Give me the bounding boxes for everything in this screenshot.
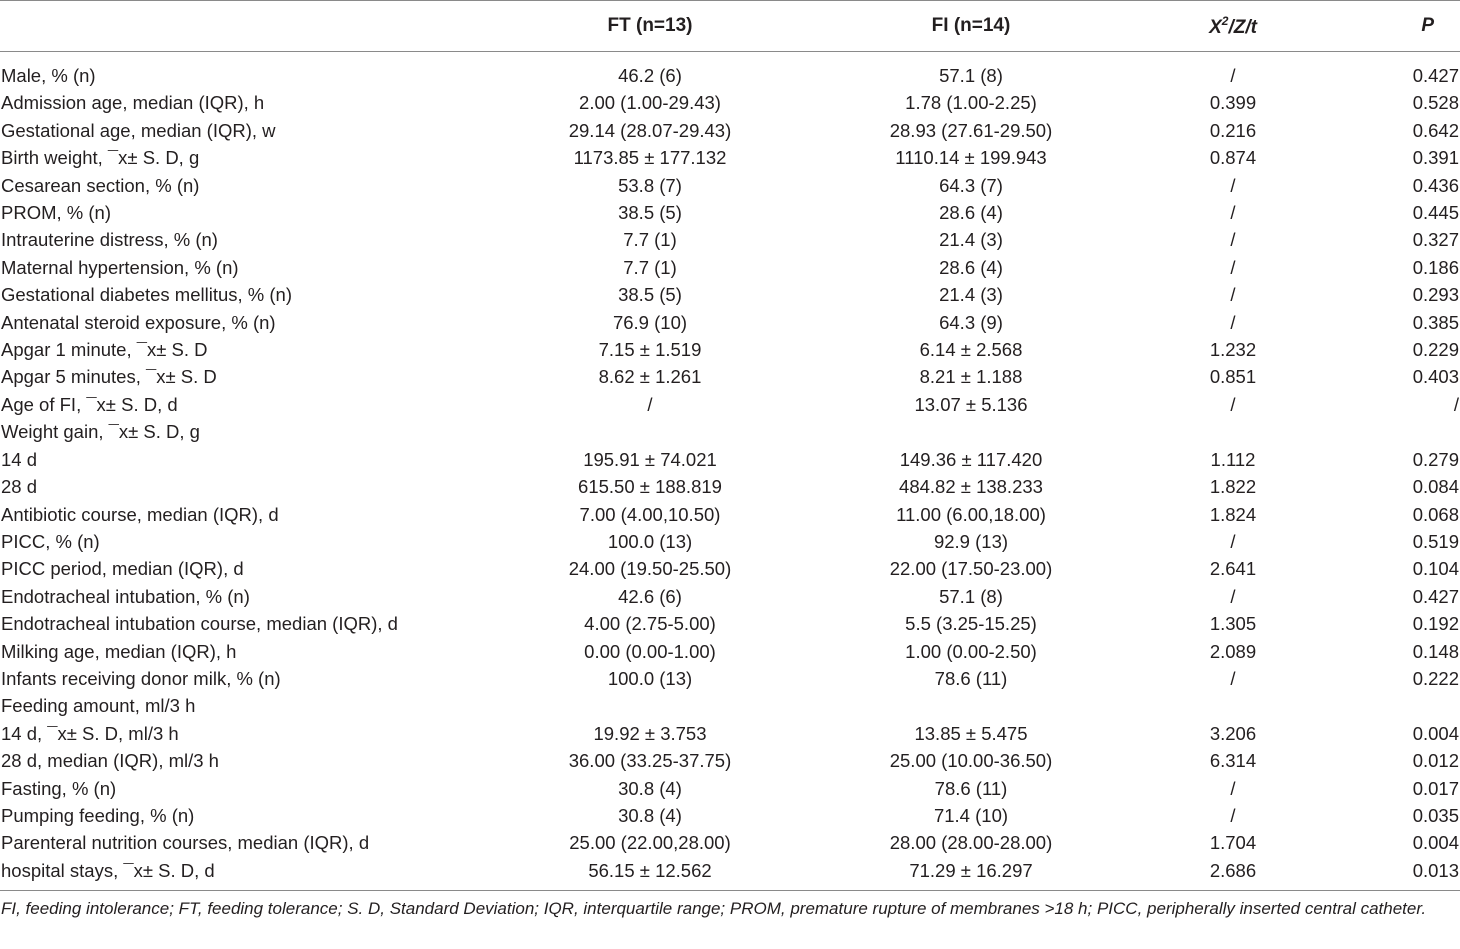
cell-label: PICC, % (n) [1, 530, 100, 552]
cell-ft: 30.8 (4) [618, 777, 682, 799]
header-ft: FT (n=13) [450, 1, 850, 52]
cell-ft: 76.9 (10) [612, 311, 688, 333]
cell-fi: 6.14 ± 2.568 [919, 339, 1023, 361]
cell-p-value: 0.068 [1412, 503, 1459, 525]
cell-ft: 53.8 (7) [618, 174, 682, 196]
cell-p-value: / [1453, 393, 1459, 415]
cell-ft: 7.15 ± 1.519 [598, 339, 702, 361]
cell-label: 28 d, median (IQR), ml/3 h [1, 750, 219, 772]
cell-statistic: 1.112 [1210, 448, 1256, 470]
header-statistic-sup: 2 [1221, 13, 1229, 28]
cell-statistic: 0.874 [1209, 147, 1257, 169]
cell-label: Fasting, % (n) [1, 777, 117, 799]
cell-fi: 149.36 ± 117.420 [899, 448, 1043, 470]
table-row [0, 336, 1460, 363]
header-label [0, 1, 450, 52]
cell-statistic: / [1230, 311, 1236, 333]
header-statistic [1092, 1, 1374, 52]
cell-ft: 7.00 (4.00,10.50) [579, 503, 721, 525]
cell-label: 28 d [1, 476, 38, 498]
cell-fi: 28.6 (4) [939, 256, 1003, 278]
cell-ft: 19.92 ± 3.753 [593, 722, 707, 744]
cell-fi: 1110.14 ± 199.943 [895, 147, 1047, 169]
cell-ft: 0.00 (0.00-1.00) [584, 640, 716, 662]
cell-fi: 57.1 (8) [939, 65, 1003, 86]
cell-p-value [1374, 692, 1460, 719]
cell-statistic: 0.216 [1209, 119, 1257, 141]
cell-label: Infants receiving donor milk, % (n) [1, 667, 281, 689]
cell-statistic: / [1230, 393, 1236, 415]
cell-statistic: / [1230, 256, 1236, 278]
cell-fi: 78.6 (11) [934, 667, 1008, 689]
cell-statistic: / [1230, 229, 1236, 251]
cell-p-value: 0.427 [1412, 585, 1459, 607]
cell-ft: 615.50 ± 188.819 [578, 476, 722, 498]
cell-statistic: 1.704 [1209, 832, 1257, 854]
cell-ft: 100.0 (13) [607, 530, 693, 552]
table-row [0, 829, 1460, 856]
header-row [0, 1, 1460, 52]
cell-fi: 71.4 (10) [933, 804, 1009, 826]
cell-fi: 78.6 (11) [934, 777, 1008, 799]
table-row [0, 254, 1460, 281]
cell-statistic: 1.824 [1209, 503, 1257, 525]
table-row [0, 692, 1460, 719]
cell-label: Intrauterine distress, % (n) [1, 229, 218, 251]
cell-p-value: 0.035 [1412, 804, 1459, 826]
cell-p-value: 0.017 [1412, 777, 1459, 799]
cell-fi: 92.9 (13) [933, 530, 1009, 552]
header-p-value: P [1374, 1, 1460, 52]
cell-label: Endotracheal intubation course, median (IQR), d [1, 613, 398, 635]
cell-p-value: 0.519 [1412, 530, 1459, 552]
cell-ft: 7.7 (1) [623, 229, 677, 251]
cell-fi: 64.3 (9) [939, 311, 1003, 333]
table-row [0, 747, 1460, 774]
cell-p-value: 0.004 [1412, 832, 1459, 854]
cell-statistic: / [1230, 585, 1236, 607]
table-row [0, 775, 1460, 802]
cell-ft [450, 418, 850, 445]
table-row [0, 720, 1460, 747]
cell-ft: 4.00 (2.75-5.00) [584, 613, 716, 635]
cell-fi: 64.3 (7) [939, 174, 1003, 196]
cell-fi: 11.00 (6.00,18.00) [896, 503, 1046, 525]
cell-ft: 29.14 (28.07-29.43) [568, 119, 732, 141]
cell-fi [850, 692, 1092, 719]
cell-statistic: / [1230, 174, 1236, 196]
cell-p-value: 0.391 [1412, 147, 1459, 169]
cell-p-value: 0.104 [1412, 558, 1459, 580]
cell-fi: 8.21 ± 1.188 [919, 366, 1023, 388]
cell-fi: 5.5 (3.25-15.25) [905, 613, 1037, 635]
cell-ft: 1173.85 ± 177.132 [573, 147, 727, 169]
cell-fi: 28.93 (27.61-29.50) [889, 119, 1053, 141]
cell-label: Pumping feeding, % (n) [1, 804, 195, 826]
cell-ft [450, 692, 850, 719]
table-row [0, 501, 1460, 528]
cell-label: Antibiotic course, median (IQR), d [1, 503, 279, 525]
cell-statistic: / [1230, 667, 1236, 689]
cell-p-value: 0.084 [1412, 476, 1459, 498]
table-row [0, 473, 1460, 500]
cell-label: Maternal hypertension, % (n) [1, 256, 239, 278]
cell-label: Milking age, median (IQR), h [1, 640, 237, 662]
cell-ft: 24.00 (19.50-25.50) [568, 558, 732, 580]
cell-p-value: 0.192 [1412, 613, 1459, 635]
table-row [0, 665, 1460, 692]
table-row [0, 857, 1460, 891]
cell-p-value: 0.385 [1412, 311, 1459, 333]
cell-ft: 8.62 ± 1.261 [598, 366, 702, 388]
cell-label: Feeding amount, ml/3 h [1, 695, 196, 717]
cell-statistic: 6.314 [1209, 750, 1257, 772]
table-row [0, 89, 1460, 116]
cell-p-value: 0.013 [1374, 857, 1460, 891]
table-row [0, 391, 1460, 418]
cell-statistic: 3.206 [1209, 722, 1257, 744]
cell-ft: 38.5 (5) [618, 202, 682, 224]
cell-ft: 42.6 (6) [618, 585, 682, 607]
cell-ft: 25.00 (22.00,28.00) [569, 832, 731, 854]
cell-fi: 13.85 ± 5.475 [914, 722, 1028, 744]
cell-label: Gestational age, median (IQR), w [1, 119, 276, 141]
cell-label: hospital stays, ¯x± S. D, d [0, 857, 450, 891]
table-row [0, 172, 1460, 199]
cell-label: Apgar 1 minute, ¯x± S. D [1, 339, 208, 361]
cell-p-value: 0.445 [1412, 202, 1459, 224]
cell-fi: 28.00 (28.00-28.00) [889, 832, 1053, 854]
cell-p-value: 0.279 [1412, 448, 1459, 470]
cell-statistic: / [1230, 804, 1236, 826]
cell-p-value [1374, 418, 1460, 445]
cell-ft: 30.8 (4) [618, 804, 682, 826]
cell-fi [850, 418, 1092, 445]
cell-fi: 28.6 (4) [939, 202, 1003, 224]
cell-label: Gestational diabetes mellitus, % (n) [1, 284, 292, 306]
cell-p-value: 0.186 [1412, 256, 1459, 278]
table-row [0, 144, 1460, 171]
cell-label: Age of FI, ¯x± S. D, d [1, 393, 178, 415]
table-row [0, 610, 1460, 637]
cell-label: Admission age, median (IQR), h [1, 92, 265, 114]
header-statistic-base: X [1209, 16, 1222, 38]
cell-p-value: 0.403 [1412, 366, 1459, 388]
cell-label: Endotracheal intubation, % (n) [1, 585, 250, 607]
cell-p-value: 0.327 [1412, 229, 1459, 251]
table-row [0, 199, 1460, 226]
cell-label: 14 d [1, 448, 38, 470]
table-row [0, 555, 1460, 582]
cell-p-value: 0.222 [1412, 667, 1459, 689]
cell-p-value: 0.012 [1412, 750, 1459, 772]
table-row [0, 418, 1460, 445]
cell-fi: 22.00 (17.50-23.00) [889, 558, 1053, 580]
cell-label: 14 d, ¯x± S. D, ml/3 h [1, 722, 179, 744]
cell-statistic: / [1230, 284, 1236, 306]
cell-statistic: / [1230, 65, 1236, 86]
table-row [0, 583, 1460, 610]
cell-label: Parenteral nutrition courses, median (IQR), d [1, 832, 370, 854]
cell-ft: / [647, 393, 653, 415]
cell-statistic: 1.232 [1209, 339, 1257, 361]
cell-fi: 21.4 (3) [939, 229, 1003, 251]
table-row [0, 802, 1460, 829]
cell-label: Weight gain, ¯x± S. D, g [1, 421, 200, 443]
cell-p-value: 0.436 [1412, 174, 1459, 196]
cell-label: Cesarean section, % (n) [1, 174, 200, 196]
cell-ft: 56.15 ± 12.562 [450, 857, 850, 891]
cell-label: Birth weight, ¯x± S. D, g [1, 147, 200, 169]
cell-ft: 38.5 (5) [618, 284, 682, 306]
cell-fi: 21.4 (3) [939, 284, 1003, 306]
cell-ft: 46.2 (6) [618, 65, 682, 86]
table-row [0, 528, 1460, 555]
cell-p-value: 0.642 [1412, 119, 1459, 141]
table-row [0, 638, 1460, 665]
cell-ft: 195.91 ± 74.021 [583, 448, 717, 470]
cell-statistic: 2.641 [1209, 558, 1257, 580]
cell-fi: 57.1 (8) [939, 585, 1003, 607]
cell-statistic [1092, 418, 1374, 445]
table-footnote: FI, feeding intolerance; FT, feeding tolerance; S. D, Standard Deviation; IQR, interquartile range; PROM, premature rupture of membranes >18 h; PICC, peripherally inserted central catheter. [1, 899, 1427, 919]
cell-statistic: 2.089 [1209, 640, 1257, 662]
cell-statistic: 0.851 [1209, 366, 1257, 388]
cell-fi: 484.82 ± 138.233 [899, 476, 1043, 498]
cell-fi: 13.07 ± 5.136 [914, 393, 1028, 415]
table-row [0, 446, 1460, 473]
cell-fi: 71.29 ± 16.297 [850, 857, 1092, 891]
cell-fi: 25.00 (10.00-36.50) [889, 750, 1053, 772]
header-fi: FI (n=14) [850, 1, 1092, 52]
cell-fi: 1.78 (1.00-2.25) [905, 92, 1037, 114]
cell-statistic: / [1230, 202, 1236, 224]
cell-statistic: / [1230, 777, 1236, 799]
cell-p-value: 0.229 [1412, 339, 1459, 361]
cell-ft: 7.7 (1) [623, 256, 677, 278]
cell-label: Antenatal steroid exposure, % (n) [1, 311, 276, 333]
cell-label: PICC period, median (IQR), d [1, 558, 244, 580]
cell-label: PROM, % (n) [1, 202, 111, 224]
cell-statistic: 2.686 [1092, 857, 1374, 891]
cell-ft: 36.00 (33.25-37.75) [568, 750, 732, 772]
cell-statistic [1092, 692, 1374, 719]
table-body [0, 52, 1460, 891]
table-row [0, 363, 1460, 390]
cell-label: Male, % (n) [1, 65, 96, 86]
cell-p-value: 0.004 [1412, 722, 1459, 744]
cell-statistic: / [1230, 530, 1236, 552]
cell-statistic: 1.822 [1209, 476, 1257, 498]
table-row [0, 309, 1460, 336]
table-row [0, 52, 1460, 90]
table-row [0, 281, 1460, 308]
table-row [0, 226, 1460, 253]
cell-statistic: 0.399 [1209, 92, 1257, 114]
cell-p-value: 0.427 [1412, 65, 1459, 86]
header-statistic-rest: /Z/t [1228, 16, 1257, 38]
cell-ft: 100.0 (13) [607, 667, 693, 689]
cell-p-value: 0.148 [1412, 640, 1459, 662]
cell-label: Apgar 5 minutes, ¯x± S. D [1, 366, 217, 388]
cell-p-value: 0.293 [1412, 284, 1459, 306]
cell-fi: 1.00 (0.00-2.50) [905, 640, 1037, 662]
table-row [0, 117, 1460, 144]
cell-ft: 2.00 (1.00-29.43) [579, 92, 721, 114]
cell-statistic: 1.305 [1209, 613, 1257, 635]
cell-p-value: 0.528 [1412, 92, 1459, 114]
